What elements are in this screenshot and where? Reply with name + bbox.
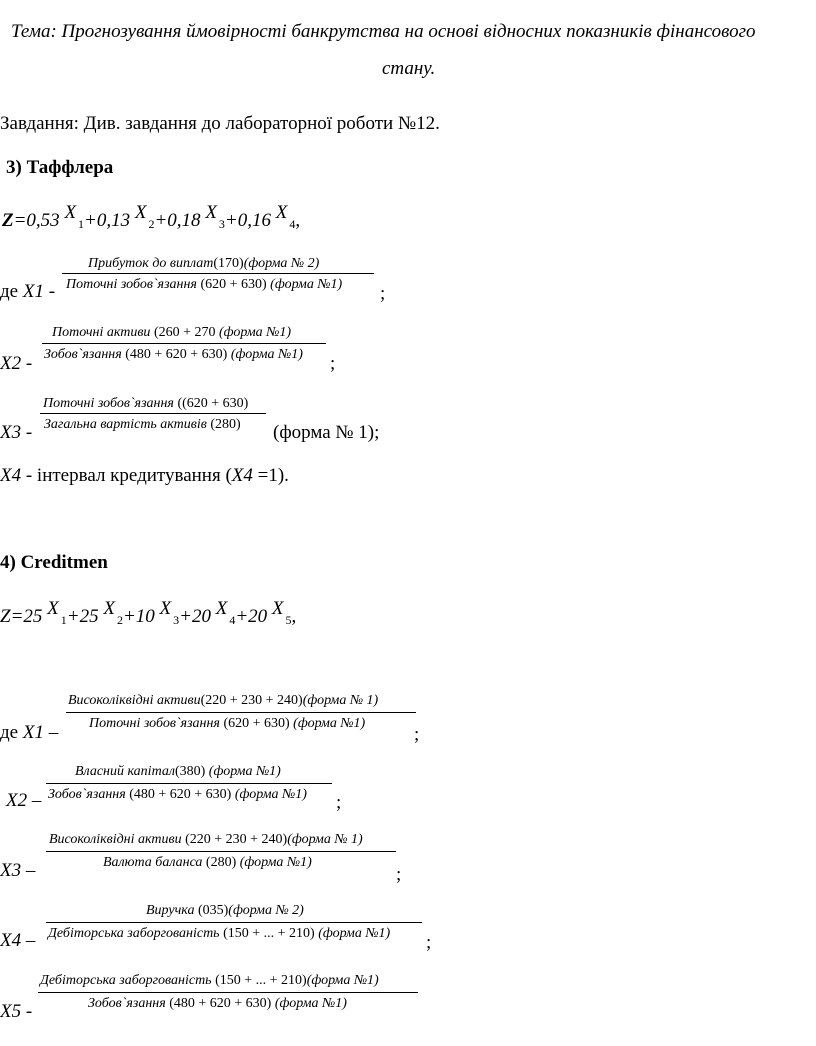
- section-3-heading: 3) Таффлера: [6, 157, 114, 178]
- creditmen-x5-label: X5 -: [0, 1001, 33, 1022]
- creditmen-x5-numerator: Дебіторська заборгованість (150 + ... + 210)(форма №1): [40, 973, 379, 988]
- creditmen-x3-numerator: Високоліквідні активи (220 + 230 + 240)(форма № 1): [49, 832, 363, 847]
- creditmen-x1-label: де X1 –: [0, 722, 59, 743]
- creditmen-x2-denominator: Зобов`язання (480 + 620 + 630) (форма №1): [48, 787, 307, 802]
- taffler-x3-fraction-bar: [40, 413, 266, 414]
- creditmen-x4-end: ;: [426, 932, 432, 953]
- creditmen-x4-denominator: Дебіторська заборгованість (150 + ... + 210) (форма №1): [48, 926, 391, 941]
- section-4-heading: 4) Creditmen: [0, 552, 108, 573]
- creditmen-x5-fraction-bar: [38, 992, 418, 993]
- creditmen-x1-numerator: Високоліквідні активи(220 + 230 + 240)(форма № 1): [68, 693, 379, 708]
- creditmen-x3-label: X3 –: [0, 860, 36, 881]
- creditmen-x4-label: X4 –: [0, 930, 36, 951]
- taffler-x1-end: ;: [380, 283, 386, 304]
- creditmen-x1-fraction-bar: [66, 712, 416, 713]
- taffler-x3-label: X3 -: [0, 422, 33, 443]
- taffler-x1-label: де X1 -: [0, 281, 56, 302]
- creditmen-x5-denominator: Зобов`язання (480 + 620 + 630) (форма №1): [88, 996, 347, 1011]
- creditmen-x2-label: X2 –: [6, 790, 42, 811]
- taffler-x3-after: (форма № 1);: [273, 422, 380, 443]
- creditmen-x3-end: ;: [396, 864, 402, 885]
- creditmen-formula: Z=25 X1+25 X2+10 X3+20 X4+20 X5,: [0, 598, 297, 627]
- taffler-x3-denominator: Загальна вартість активів (280): [44, 417, 241, 432]
- creditmen-x4-numerator: Виручка (035)(форма № 2): [146, 903, 304, 918]
- taffler-x1-fraction-bar: [62, 273, 374, 274]
- creditmen-x2-numerator: Власний капітал(380) (форма №1): [75, 764, 281, 779]
- taffler-x2-denominator: Зобов`язання (480 + 620 + 630) (форма №1): [44, 347, 303, 362]
- creditmen-x2-end: ;: [336, 792, 342, 813]
- creditmen-x3-denominator: Валюта баланса (280) (форма №1): [103, 855, 312, 870]
- taffler-x1-denominator: Поточні зобов`язання (620 + 630) (форма №1): [66, 277, 343, 292]
- taffler-x2-fraction-bar: [42, 343, 326, 344]
- z-symbol: Z: [2, 210, 14, 231]
- taffler-x2-label: X2 -: [0, 353, 33, 374]
- taffler-formula: Z=0,53 X1+0,13 X2+0,18 X3+0,16 X4,: [2, 202, 301, 231]
- creditmen-x2-fraction-bar: [46, 783, 332, 784]
- task-text: Завдання: Див. завдання до лабораторної роботи №12.: [0, 113, 440, 134]
- taffler-x4-text: X4 - інтервал кредитування (X4 =1).: [0, 465, 289, 486]
- taffler-x1-numerator: Прибуток до виплат(170)(форма № 2): [88, 256, 320, 271]
- creditmen-x1-end: ;: [414, 724, 420, 745]
- creditmen-x1-denominator: Поточні зобов`язання (620 + 630) (форма №1): [89, 716, 366, 731]
- title-line-2: стану.: [382, 58, 436, 79]
- taffler-x3-numerator: Поточні зобов`язання ((620 + 630): [43, 396, 249, 411]
- creditmen-x4-fraction-bar: [46, 922, 422, 923]
- creditmen-x3-fraction-bar: [46, 851, 396, 852]
- title-line-1: Тема: Прогнозування ймовірності банкрутства на основі відносних показників фінансового: [11, 21, 756, 42]
- taffler-x2-end: ;: [330, 353, 336, 374]
- taffler-x2-numerator: Поточні активи (260 + 270 (форма №1): [52, 325, 292, 340]
